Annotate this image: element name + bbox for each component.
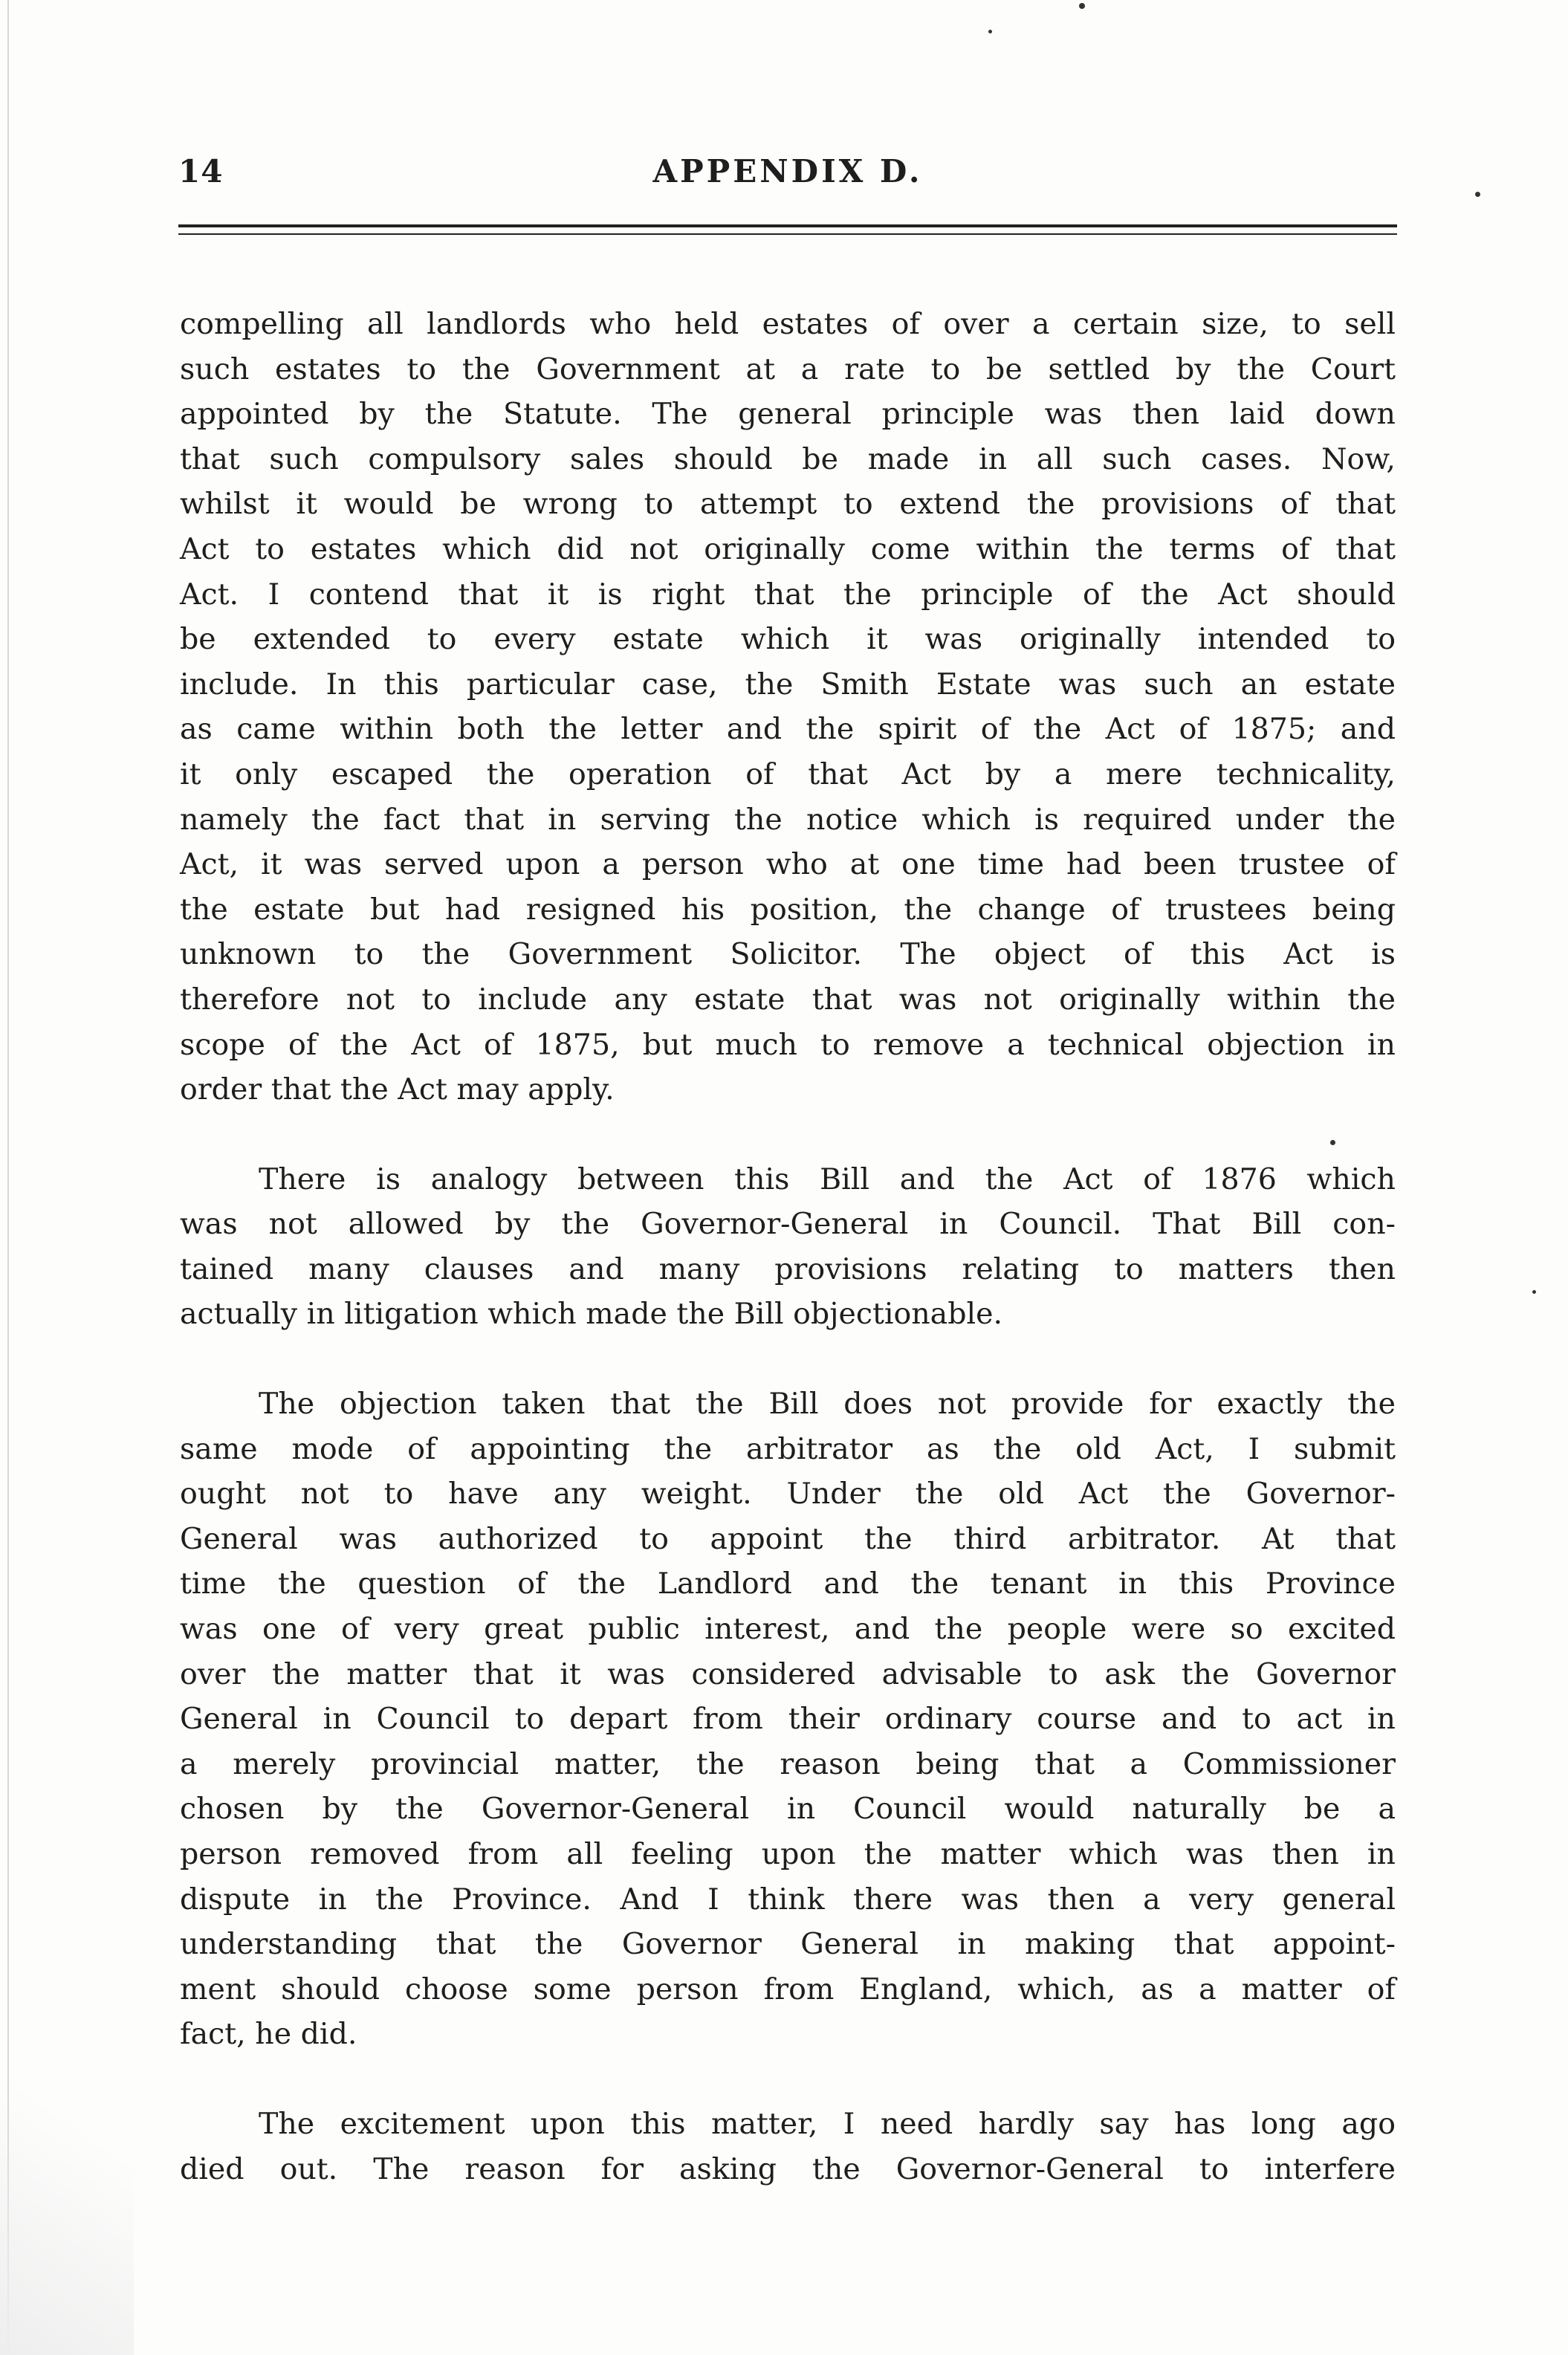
page-number: 14 (178, 153, 224, 189)
text-line: The objection taken that the Bill does not provide for exactly the (259, 1387, 1396, 1422)
text-line: be extended to every estate which it was originally intended to (180, 622, 1396, 657)
text-line: whilst it would be wrong to attempt to extend the provisions of that (180, 487, 1396, 522)
page-header (178, 153, 1397, 205)
text-line: time the question of the Landlord and the tenant in this Province (180, 1567, 1396, 1601)
text-line: scope of the Act of 1875, but much to remove a technical objection in (180, 1027, 1396, 1062)
text-line: Act, it was served upon a person who at one time had been trustee of (180, 847, 1396, 882)
text-line: appointed by the Statute. The general principle was then laid down (180, 397, 1396, 432)
text-line: that such compulsory sales should be made in all such cases. Now, (180, 441, 1396, 476)
text-line: such estates to the Government at a rate to be settled by the Court (180, 352, 1396, 386)
text-line: a merely provincial matter, the reason being that a Commissioner (180, 1746, 1396, 1781)
paragraph (180, 1157, 1396, 1337)
paragraph (180, 1381, 1396, 2057)
text-line: was one of very great public interest, and the people were so excited (180, 1612, 1396, 1647)
text-line: ment should choose some person from England, which, as a matter of (180, 1972, 1396, 2006)
page-shadow (0, 2043, 134, 2355)
text-line: The excitement upon this matter, I need hardly say has long ago (259, 2106, 1396, 2141)
text-line: order that the Act may apply. (180, 1072, 615, 1107)
page-edge (7, 0, 9, 2355)
scan-speck (1475, 192, 1480, 197)
text-line: person removed from all feeling upon the matter which was then in (180, 1837, 1396, 1871)
text-line: include. In this particular case, the Smith Estate was such an estate (180, 667, 1396, 702)
text-line: chosen by the Governor-General in Council would naturally be a (180, 1792, 1396, 1827)
text-line: Act. I contend that it is right that the principle of the Act should (180, 577, 1396, 612)
text-line: died out. The reason for asking the Governor-General to interfere (180, 2151, 1396, 2186)
text-line: unknown to the Government Solicitor. The object of this Act is (180, 937, 1396, 972)
text-line: ought not to have any weight. Under the old Act the Governor- (180, 1477, 1396, 1512)
paragraph (180, 2102, 1396, 2192)
text-line: General in Council to depart from their ordinary course and to act in (180, 1702, 1396, 1737)
text-line: tained many clauses and many provisions relating to matters then (180, 1251, 1396, 1286)
text-line: compelling all landlords who held estates of over a certain size, to sell (180, 307, 1396, 341)
text-line: dispute in the Province. And I think there was then a very general (180, 1882, 1396, 1917)
body-text (180, 302, 1396, 2192)
text-line: namely the fact that in serving the notice which is required under the (180, 802, 1396, 837)
text-line: it only escaped the operation of that Act by a mere technicality, (180, 757, 1396, 791)
text-line: understanding that the Governor General in making that appoint- (180, 1927, 1396, 1962)
scan-speck (1532, 1290, 1536, 1294)
paragraph (180, 302, 1396, 1112)
header-rule (178, 224, 1397, 227)
text-line: over the matter that it was considered advisable to ask the Governor (180, 1656, 1396, 1691)
text-line: There is analogy between this Bill and the Act of 1876 which (259, 1162, 1396, 1196)
header-rule (178, 233, 1397, 235)
scan-speck (1079, 3, 1085, 9)
running-head: APPENDIX D. (652, 153, 923, 189)
text-line: was not allowed by the Governor-General in Council. That Bill con- (180, 1207, 1396, 1242)
text-line: General was authorized to appoint the third arbitrator. At that (180, 1521, 1396, 1556)
text-line: actually in litigation which made the Bill objectionable. (180, 1297, 1003, 1332)
text-line: Act to estates which did not originally come within the terms of that (180, 531, 1396, 566)
text-line: same mode of appointing the arbitrator as the old Act, I submit (180, 1431, 1396, 1466)
text-line: as came within both the letter and the spirit of the Act of 1875; and (180, 712, 1396, 747)
text-line: fact, he did. (180, 2017, 357, 2052)
scan-speck (988, 30, 992, 33)
text-line: therefore not to include any estate that was not originally within the (180, 982, 1396, 1017)
text-line: the estate but had resigned his position, the change of trustees being (180, 892, 1396, 927)
